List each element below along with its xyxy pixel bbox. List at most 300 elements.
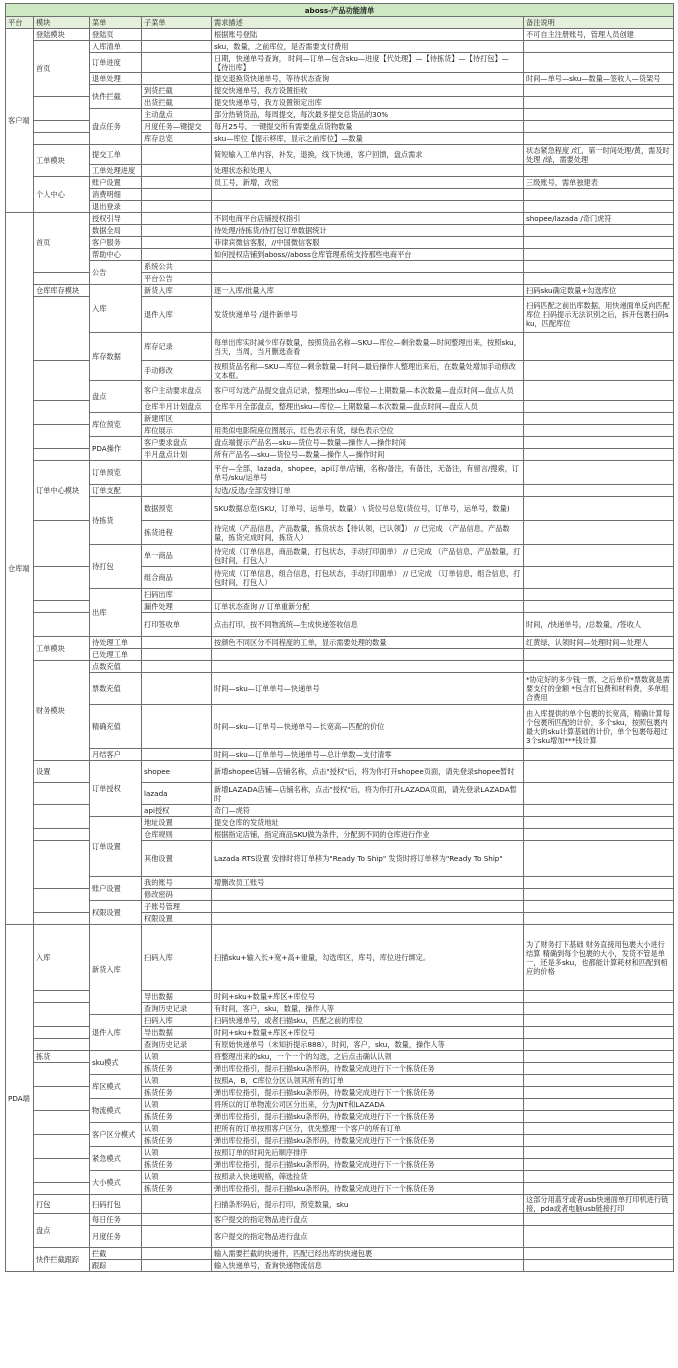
remarks-cell xyxy=(524,461,674,485)
menu-cell: PDA操作 xyxy=(90,437,142,461)
submenu-cell: 数据预览 xyxy=(142,497,212,521)
module-cell xyxy=(34,133,90,145)
description-cell: 弹出库位指引，提示扫描sku条形码，待数量完成进行下一个拣货任务 xyxy=(212,1159,524,1171)
submenu-cell xyxy=(142,237,212,249)
submenu-cell: 扫码出库 xyxy=(142,589,212,601)
submenu-cell xyxy=(142,29,212,41)
submenu-cell: 认领 xyxy=(142,1171,212,1183)
submenu-cell: 认领 xyxy=(142,1147,212,1159)
remarks-cell xyxy=(524,889,674,901)
menu-cell: 订单设置 xyxy=(90,817,142,877)
module-cell xyxy=(34,1135,90,1159)
menu-cell: sku模式 xyxy=(90,1051,142,1075)
description-cell: 根据指定店铺，指定商品SKU做为条件，分配到不同的仓库进行作业 xyxy=(212,829,524,841)
description-cell: 待完成（订单信息，商品数量，打包状态，手动打印面单） // 已完成 （产品信息，产品数量，打包时间，打包人） xyxy=(212,545,524,567)
menu-cell: 大小模式 xyxy=(90,1171,142,1195)
table-row xyxy=(6,1195,674,1214)
remarks-cell xyxy=(524,165,674,177)
header-module: 模块 xyxy=(34,17,90,29)
description-cell: 增删改员工账号 xyxy=(212,877,524,889)
remarks-cell xyxy=(524,1051,674,1063)
menu-cell: 库位预览 xyxy=(90,413,142,437)
submenu-cell xyxy=(142,485,212,497)
table-row xyxy=(6,649,674,661)
submenu-cell: 新货入库 xyxy=(142,285,212,297)
table-row xyxy=(6,705,674,749)
table-row xyxy=(6,85,674,97)
module-cell xyxy=(34,1159,90,1183)
description-cell: 不同电商平台店铺授权指引 xyxy=(212,213,524,225)
submenu-cell: 仓库半月计划盘点 xyxy=(142,401,212,413)
menu-cell: 拦截 xyxy=(90,1248,142,1260)
remarks-cell xyxy=(524,381,674,401)
description-cell: 时间—sku—订单单号—快递单号—总计单数—支付清零 xyxy=(212,749,524,761)
remarks-cell: 红黄绿，认领时间—处理时间—处理人 xyxy=(524,637,674,649)
submenu-cell: 导出数据 xyxy=(142,991,212,1003)
description-cell: 奇门—虎符 xyxy=(212,805,524,817)
submenu-cell: 修改密码 xyxy=(142,889,212,901)
platform-cell: 仓库端 xyxy=(6,213,34,925)
remarks-cell xyxy=(524,97,674,109)
module-cell xyxy=(34,1183,90,1195)
submenu-cell: 认领 xyxy=(142,1099,212,1111)
description-cell xyxy=(212,413,524,425)
menu-cell: 退出登录 xyxy=(90,201,142,213)
table-row xyxy=(6,285,674,297)
remarks-cell xyxy=(524,649,674,661)
description-cell: 输入需要拦截的快递件，匹配已经出库的快递包裹 xyxy=(212,1248,524,1260)
header-submenu: 子菜单 xyxy=(142,17,212,29)
menu-cell: 客户区分模式 xyxy=(90,1123,142,1147)
submenu-cell: 单一商品 xyxy=(142,545,212,567)
remarks-cell xyxy=(524,85,674,97)
submenu-cell: 权限设置 xyxy=(142,913,212,925)
submenu-cell xyxy=(142,177,212,189)
module-cell: 盘点 xyxy=(34,1214,90,1248)
table-row xyxy=(6,237,674,249)
menu-cell: 待打包 xyxy=(90,545,142,589)
remarks-cell xyxy=(524,237,674,249)
description-cell: 按照A，B，C库位分区认领其所有的订单 xyxy=(212,1075,524,1087)
submenu-cell: 拣货任务 xyxy=(142,1111,212,1123)
table-row xyxy=(6,589,674,601)
submenu-cell xyxy=(142,1260,212,1272)
remarks-cell xyxy=(524,1099,674,1111)
table-row xyxy=(6,673,674,705)
remarks-cell: 为了财务打下基础 财务直接用包裹大小进行结算 精确到每个包裹的大小，发货不管是单一，还是多sku，也都能计算耗材和匹配到相应的价格 xyxy=(524,925,674,991)
menu-cell: 订单支配 xyxy=(90,485,142,497)
description-cell: 盘点端提示产品名—sku—货位号—数量—操作人—操作时间 xyxy=(212,437,524,449)
remarks-cell xyxy=(524,1159,674,1171)
remarks-cell xyxy=(524,437,674,449)
description-cell: sku—库位【提示移库，显示之前库位】—数量 xyxy=(212,133,524,145)
menu-cell: 每日任务 xyxy=(90,1214,142,1226)
platform-cell: 客户端 xyxy=(6,29,34,213)
submenu-cell: 认领 xyxy=(142,1051,212,1063)
sheet-title: aboss-产品功能清单 xyxy=(6,4,674,17)
menu-cell: 账户设置 xyxy=(90,877,142,901)
description-cell xyxy=(212,913,524,925)
table-row xyxy=(6,145,674,165)
remarks-cell xyxy=(524,1123,674,1135)
remarks-cell xyxy=(524,1260,674,1272)
submenu-cell: 新建库区 xyxy=(142,413,212,425)
submenu-cell: 退件入库 xyxy=(142,297,212,333)
header-description: 需求描述 xyxy=(212,17,524,29)
menu-cell: 精确充值 xyxy=(90,705,142,749)
description-cell: 有时间，客户，sku，数量，操作人等 xyxy=(212,1003,524,1015)
module-cell xyxy=(34,521,90,567)
table-row xyxy=(6,261,674,273)
module-cell: 订单中心模块 xyxy=(34,461,90,521)
menu-cell: 跟踪 xyxy=(90,1260,142,1272)
submenu-cell xyxy=(142,749,212,761)
submenu-cell xyxy=(142,1195,212,1214)
menu-cell: 工单处理进度 xyxy=(90,165,142,177)
description-cell: 输入快递单号，查询快递物流信息 xyxy=(212,1260,524,1272)
menu-cell: 账户设置 xyxy=(90,177,142,189)
menu-cell: 公告 xyxy=(90,261,142,285)
remarks-cell xyxy=(524,485,674,497)
description-cell: 提交仓库的发货地址 xyxy=(212,817,524,829)
submenu-cell: 导出数据 xyxy=(142,1027,212,1039)
table-row xyxy=(6,877,674,889)
remarks-cell xyxy=(524,567,674,589)
module-cell: 个人中心 xyxy=(34,177,90,213)
description-cell: 扫描sku+输入长+宽+高+重量，勾选库区，库号，库位进行绑定。 xyxy=(212,925,524,991)
remarks-cell xyxy=(524,1075,674,1087)
description-cell: 时间—sku—订单号—快递单号—长宽高—匹配的价位 xyxy=(212,705,524,749)
remarks-cell xyxy=(524,545,674,567)
submenu-cell: api授权 xyxy=(142,805,212,817)
submenu-cell: 打印签收单 xyxy=(142,613,212,637)
menu-cell: 消费明细 xyxy=(90,189,142,201)
submenu-cell: 查询历史记录 xyxy=(142,1003,212,1015)
submenu-cell xyxy=(142,461,212,485)
table-row xyxy=(6,41,674,53)
submenu-cell: 拣货任务 xyxy=(142,1063,212,1075)
description-cell xyxy=(212,889,524,901)
table-row xyxy=(6,637,674,649)
menu-cell: 退件入库 xyxy=(90,1015,142,1051)
module-cell: 工单模块 xyxy=(34,145,90,177)
remarks-cell xyxy=(524,601,674,613)
module-cell xyxy=(34,449,90,461)
table-row xyxy=(6,1214,674,1226)
menu-cell: 入库 xyxy=(90,285,142,333)
submenu-cell xyxy=(142,165,212,177)
table-row xyxy=(6,413,674,425)
description-cell: 提交退换货快递单号，等待状态查询 xyxy=(212,73,524,85)
remarks-cell xyxy=(524,1063,674,1075)
remarks-cell xyxy=(524,361,674,381)
module-cell xyxy=(34,1063,90,1087)
description-cell xyxy=(212,661,524,673)
description-cell: 按照录入快递规格，筛选捡货 xyxy=(212,1171,524,1183)
submenu-cell: 组合商品 xyxy=(142,567,212,589)
description-cell: 部分热销货品，每周提交，每次最多提交总货品的30% xyxy=(212,109,524,121)
module-cell: 拣货 xyxy=(34,1051,90,1063)
submenu-cell: 拣货任务 xyxy=(142,1135,212,1147)
module-cell xyxy=(34,1027,90,1039)
remarks-cell xyxy=(524,249,674,261)
description-cell: 用类似电影院座位图展示，红色表示有货，绿色表示空位 xyxy=(212,425,524,437)
module-cell xyxy=(34,297,90,361)
header-remarks: 备注说明 xyxy=(524,17,674,29)
description-cell: 每单出库实时减少库存数量，按照货品名称—SKU—库位—剩余数量—时间整理出来，按照sku，当天，当周，当月删选查看 xyxy=(212,333,524,361)
remarks-cell xyxy=(524,783,674,805)
table-row xyxy=(6,1171,674,1183)
description-cell: 待处理/待拣货/待打包订单数据统计 xyxy=(212,225,524,237)
description-cell: sku，数量，之前库位，是否需要支付费用 xyxy=(212,41,524,53)
submenu-cell xyxy=(142,41,212,53)
description-cell: 时间+sku+数量+库区+库位号 xyxy=(212,1027,524,1039)
remarks-cell xyxy=(524,425,674,437)
submenu-cell xyxy=(142,673,212,705)
remarks-cell xyxy=(524,841,674,877)
description-cell: 所有产品名—sku—货位号—数量—操作人—操作时间 xyxy=(212,449,524,461)
table-row xyxy=(6,485,674,497)
table-row xyxy=(6,1260,674,1272)
remarks-cell: 扫码sku确定数量+勾选库位 xyxy=(524,285,674,297)
description-cell: 逐一入库/批量入库 xyxy=(212,285,524,297)
submenu-cell: lazada xyxy=(142,783,212,805)
submenu-cell: 地址设置 xyxy=(142,817,212,829)
table-row xyxy=(6,925,674,991)
submenu-cell: 系统公共 xyxy=(142,261,212,273)
table-row xyxy=(6,1147,674,1159)
description-cell: 根据账号登陆 xyxy=(212,29,524,41)
submenu-cell xyxy=(142,705,212,749)
remarks-cell: 时间，/快递单号，/总数量，/签收人 xyxy=(524,613,674,637)
description-cell: 处理状态和处理人 xyxy=(212,165,524,177)
table-row xyxy=(6,437,674,449)
description-cell: 弹出库位指引，提示扫描sku条形码，待数量完成进行下一个拣货任务 xyxy=(212,1063,524,1075)
remarks-cell xyxy=(524,41,674,53)
submenu-cell: 子账号管理 xyxy=(142,901,212,913)
submenu-cell: 平台公告 xyxy=(142,273,212,285)
submenu-cell xyxy=(142,225,212,237)
menu-cell: 盘点任务 xyxy=(90,109,142,145)
menu-cell: 订单预览 xyxy=(90,461,142,485)
submenu-cell xyxy=(142,637,212,649)
remarks-cell xyxy=(524,201,674,213)
remarks-cell xyxy=(524,1087,674,1099)
description-cell: 勾选/反选/全部安排订单 xyxy=(212,485,524,497)
remarks-cell xyxy=(524,749,674,761)
remarks-cell xyxy=(524,1147,674,1159)
description-cell xyxy=(212,649,524,661)
submenu-cell: shopee xyxy=(142,761,212,783)
module-cell xyxy=(34,991,90,1003)
submenu-cell: 漏件处理 xyxy=(142,601,212,613)
description-cell xyxy=(212,273,524,285)
menu-cell: 授权引导 xyxy=(90,213,142,225)
module-cell xyxy=(34,829,90,841)
remarks-cell xyxy=(524,913,674,925)
platform-cell: PDA端 xyxy=(6,925,34,1272)
menu-cell: 入库清单 xyxy=(90,41,142,53)
remarks-cell xyxy=(524,1027,674,1039)
module-cell xyxy=(34,273,90,285)
remarks-cell xyxy=(524,401,674,413)
submenu-cell: 其他设置 xyxy=(142,841,212,877)
menu-cell: 订单授权 xyxy=(90,761,142,817)
description-cell: 新增shopee店铺—店铺名称，点击"授权"后，将为你打开shopee页面，请先登录shopee暂时 xyxy=(212,761,524,783)
module-cell: 首页 xyxy=(34,41,90,97)
menu-cell: 出库 xyxy=(90,589,142,637)
table-row xyxy=(6,201,674,213)
remarks-cell xyxy=(524,1015,674,1027)
remarks-cell xyxy=(524,1003,674,1015)
submenu-cell xyxy=(142,249,212,261)
module-cell xyxy=(34,913,90,925)
remarks-cell xyxy=(524,53,674,73)
table-row xyxy=(6,749,674,761)
table-row xyxy=(6,661,674,673)
remarks-cell xyxy=(524,413,674,425)
description-cell: 客户提交的指定物品进行盘点 xyxy=(212,1214,524,1226)
description-cell: 弹出库位指引，提示扫描sku条形码，待数量完成进行下一个拣货任务 xyxy=(212,1135,524,1147)
remarks-cell xyxy=(524,1248,674,1260)
table-row xyxy=(6,165,674,177)
table-row xyxy=(6,213,674,225)
submenu-cell xyxy=(142,1226,212,1248)
remarks-cell xyxy=(524,805,674,817)
module-cell xyxy=(34,889,90,913)
submenu-cell: 我的账号 xyxy=(142,877,212,889)
submenu-cell: 客户主动要求盘点 xyxy=(142,381,212,401)
module-cell xyxy=(34,783,90,805)
table-row xyxy=(6,545,674,567)
description-cell: SKU数据总览(SKU，订单号，运单号，数量） \ 货位号总览(货位号，订单号，运单号，数量) xyxy=(212,497,524,521)
description-cell: 如何授权店铺到aboss//aboss仓库管理系统支持那些电商平台 xyxy=(212,249,524,261)
module-cell: 仓库库存模块 xyxy=(34,285,90,297)
table-row xyxy=(6,53,674,73)
submenu-cell xyxy=(142,145,212,165)
remarks-cell: 状态紧急程度 /红，第一时间处理/黄，需及时处理 /绿，需要处理 xyxy=(524,145,674,165)
submenu-cell xyxy=(142,661,212,673)
remarks-cell xyxy=(524,109,674,121)
submenu-cell: 扫码入库 xyxy=(142,925,212,991)
submenu-cell: 仓库规则 xyxy=(142,829,212,841)
remarks-cell xyxy=(524,449,674,461)
remarks-cell: 扫码匹配之前出库数据，用快递面单反向匹配库位 扫码提示无法识别之后，拆开包裹扫码sku，匹配库位 xyxy=(524,297,674,333)
menu-cell: 提交工单 xyxy=(90,145,142,165)
remarks-cell: *协定好的多少钱一票，之后单价*票数就是需要支付的金额 *包含打包费和材料费，多单组合费用 xyxy=(524,673,674,705)
description-cell xyxy=(212,201,524,213)
description-cell: 将所以的订单物流公司区分出来，分为JNT和LAZADA xyxy=(212,1099,524,1111)
module-cell: 打包 xyxy=(34,1195,90,1214)
description-cell: 时间—sku—订单单号—快递单号 xyxy=(212,673,524,705)
description-cell: 时间+sku+数量+库区+库位号 xyxy=(212,991,524,1003)
menu-cell: 库存数据 xyxy=(90,333,142,381)
remarks-cell: 这部分用蓝牙或者usb快递面单打印机进行链接，pda或者电脑usb链接打印 xyxy=(524,1195,674,1214)
module-cell xyxy=(34,401,90,425)
remarks-cell xyxy=(524,761,674,783)
module-cell: 财务模块 xyxy=(34,661,90,761)
submenu-cell: 客户要求盘点 xyxy=(142,437,212,449)
remarks-cell: 三级账号，需单独建表 xyxy=(524,177,674,189)
remarks-cell: shopee/lazada /奇门虎符 xyxy=(524,213,674,225)
remarks-cell xyxy=(524,877,674,889)
remarks-cell xyxy=(524,225,674,237)
description-cell: 弹出库位指引，提示扫描sku条形码，待数量完成进行下一个拣货任务 xyxy=(212,1087,524,1099)
submenu-cell xyxy=(142,53,212,73)
table-row xyxy=(6,1123,674,1135)
description-cell: 新增LAZADA店铺—店铺名称，点击"授权"后，将为你打开LAZADA页面，请先登录LAZADA暂时 xyxy=(212,783,524,805)
description-cell: Lazada RTS设置 安排时将订单移为"Ready To Ship" 发货时将订单移为"Ready To Ship" xyxy=(212,841,524,877)
submenu-cell: 月度任务—键提交 xyxy=(142,121,212,133)
description-cell xyxy=(212,901,524,913)
module-cell xyxy=(34,361,90,401)
remarks-cell: 时间—单号—sku—数量—签收人—货架号 xyxy=(524,73,674,85)
remarks-cell xyxy=(524,1183,674,1195)
menu-cell: 库区模式 xyxy=(90,1075,142,1099)
description-cell: 待完成（订单信息，组合信息，打包状态，手动打印面单） // 已完成 （订单信息，组合信息，打包时间，打包人） xyxy=(212,567,524,589)
description-cell: 订单状态查询 // 订单重新分配 xyxy=(212,601,524,613)
description-cell: 客户可勾选产品提交盘点记录，整理出sku—库位—上期数量—本次数量—盘点时间—盘点人员 xyxy=(212,381,524,401)
submenu-cell: 主动盘点 xyxy=(142,109,212,121)
module-cell xyxy=(34,613,90,637)
table-row xyxy=(6,73,674,85)
requirements-table xyxy=(5,3,674,1272)
menu-cell: 月度任务 xyxy=(90,1226,142,1248)
description-cell: 简短输入工单内容，补发，退换，线下快递，客户回馈，盘点需求 xyxy=(212,145,524,165)
table-row xyxy=(6,461,674,485)
menu-cell: 盘点 xyxy=(90,381,142,413)
menu-cell: 快件拦截 xyxy=(90,85,142,109)
description-cell: 员工号，新增，改密 xyxy=(212,177,524,189)
description-cell: 提交快递单号，我方设置拒收 xyxy=(212,85,524,97)
menu-cell: 待拣货 xyxy=(90,497,142,545)
remarks-cell xyxy=(524,901,674,913)
remarks-cell: 由入库提供的单个包裹的长宽高，精确计算每个包裹所匹配的计价，多个sku，按照包裹内最大的sku计算基础的计价，单个包裹每超过3个sku增加***钱计算 xyxy=(524,705,674,749)
module-cell xyxy=(34,1003,90,1027)
spreadsheet xyxy=(5,3,673,1272)
description-cell xyxy=(212,589,524,601)
table-row xyxy=(6,333,674,361)
submenu-cell xyxy=(142,649,212,661)
submenu-cell xyxy=(142,189,212,201)
remarks-cell xyxy=(524,817,674,829)
description-cell xyxy=(212,261,524,273)
table-row xyxy=(6,497,674,521)
submenu-cell xyxy=(142,201,212,213)
table-row xyxy=(6,109,674,121)
submenu-cell xyxy=(142,73,212,85)
module-cell xyxy=(34,425,90,449)
description-cell: 把所有的订单按照客户区分，优先整理一个客户的所有订单 xyxy=(212,1123,524,1135)
description-cell: 弹出库位指引，提示扫描sku条形码，待数量完成进行下一个拣货任务 xyxy=(212,1111,524,1123)
remarks-cell xyxy=(524,589,674,601)
module-cell xyxy=(34,1111,90,1135)
menu-cell: 订单进度 xyxy=(90,53,142,73)
description-cell: 日期，快递单号查询， 时间—订单—包含sku—进度【代处理】—【待拣货】—【待打包】—【待出库】 xyxy=(212,53,524,73)
module-cell: 设置 xyxy=(34,761,90,783)
remarks-cell xyxy=(524,333,674,361)
table-row xyxy=(6,225,674,237)
description-cell: 平台—全部，lazada，shopee，api订单/店铺，名称/备注，有备注，无备注，有留言/搜索，订单号/sku/运单号 xyxy=(212,461,524,485)
description-cell: 仓库半月全部盘点，整理出sku—库位—上期数量—本次数量—盘点时间—盘点人员 xyxy=(212,401,524,413)
module-cell xyxy=(34,601,90,613)
description-cell: 扫描条形码后，提示打印，预览数量，sku xyxy=(212,1195,524,1214)
module-cell xyxy=(34,567,90,601)
table-row xyxy=(6,1099,674,1111)
remarks-cell xyxy=(524,1111,674,1123)
submenu-cell: 库位展示 xyxy=(142,425,212,437)
table-row xyxy=(6,189,674,201)
